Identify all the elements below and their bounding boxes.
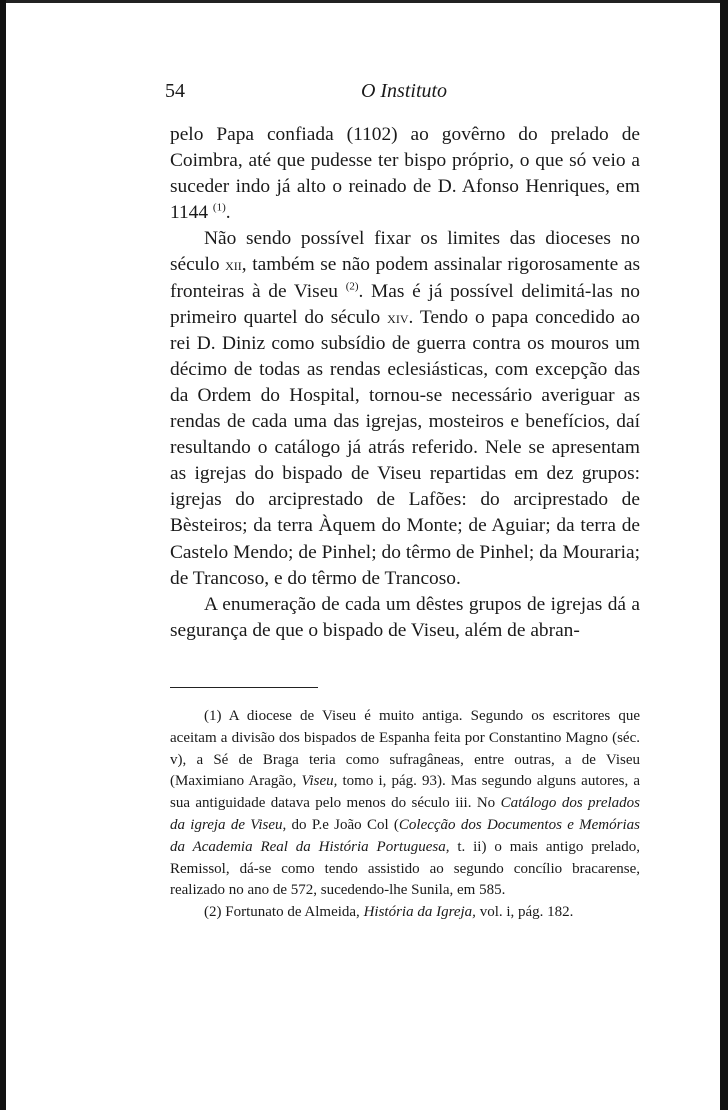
scan-top-edge bbox=[0, 0, 728, 3]
footnote-2-text-b: vol. i, pág. 182. bbox=[475, 904, 574, 921]
paragraph-2-text-b: , também se não podem assinalar rigorosamente as fronteiras à de Viseu bbox=[170, 254, 641, 302]
running-title: O Instituto bbox=[360, 80, 448, 102]
paragraph-2-text-c: . Mas é já possível delimitá-las no primeiro quartel do século bbox=[170, 280, 640, 328]
paragraph-1 bbox=[170, 122, 640, 226]
footnote-1-text-c: do P.e João Col ( bbox=[286, 816, 399, 833]
paragraph-3: A enumeração de cada um dêstes grupos de igrejas dá a segurança de que o bispado de Viseu, além de abran- bbox=[170, 593, 640, 641]
paragraph-2-text-a: Não sendo possível fixar os limites das dioceses no século bbox=[170, 228, 640, 276]
footnote-2-title-historia: História da Igreja, bbox=[363, 904, 476, 921]
footnote-1-title-catalogo: Catálogo dos prelados da igreja de Viseu, bbox=[170, 795, 640, 833]
footnote-1-text-d: t. ii) o mais antigo prelado, Remissol, dá-se como tendo assistido ao segundo concílio bracarense, realizado no ano de 572, sucedendo-lhe Sunila, em 585. bbox=[170, 838, 640, 899]
footnote-1-title-viseu: Viseu, bbox=[301, 773, 338, 790]
scan-right-edge bbox=[720, 0, 728, 1110]
footnote-2 bbox=[170, 902, 640, 924]
footnote-ref-1: (1) bbox=[212, 201, 226, 214]
page-number: 54 bbox=[165, 80, 185, 102]
paragraph-2 bbox=[170, 226, 640, 591]
century-xii: xii bbox=[225, 255, 242, 275]
paragraph-1-text: pelo Papa confiada (1102) ao govêrno do prelado de Coimbra, até que pudesse ter bispo próprio, o que só veio a suceder indo já alto o reinado de D. Afonso Henriques, em 1144 bbox=[170, 124, 640, 224]
footnote-divider bbox=[170, 687, 318, 688]
footnote-1-title-coleccao: Colecção dos Documentos e Memórias da Academia Real da História Portuguesa, bbox=[170, 816, 640, 855]
scan-left-edge bbox=[0, 0, 6, 1110]
footnote-ref-2: (2) bbox=[345, 280, 359, 293]
footnote-1-text-a: (1) A diocese de Viseu é muito antiga. Segundo os escritores que aceitam a divisão dos bispados de Espanha feita por Constantino Magno (séc. v), a Sé de Braga teria como sufragâneas, entre outras, a de Viseu (Maximiano Aragão, bbox=[170, 708, 640, 790]
footnote-1-text-b: tomo i, pág. 93). Mas segundo alguns autores, a sua antiguidade datava pelo menos do século iii. No bbox=[170, 773, 640, 812]
paragraph-1-end: . bbox=[225, 202, 231, 224]
footnote-2-text-a: (2) Fortunato de Almeida, bbox=[204, 904, 364, 921]
footnote-1 bbox=[170, 706, 640, 902]
footnotes bbox=[170, 706, 640, 924]
main-text bbox=[170, 122, 640, 644]
century-xiv: xiv bbox=[387, 307, 409, 327]
page-header bbox=[165, 80, 643, 106]
paragraph-2-text-d: . Tendo o papa concedido ao rei D. Diniz como subsídio de guerra contra os mouros um décimo de todas as rendas eclesiásticas, com excepção das da Ordem do Hospital, tornou-se necessário averiguar as rendas de cada uma das igrejas, mosteiros e benefícios, daí resultando o catálogo já atrás referido. Nele se apresentam as igrejas do bispado de Viseu repartidas em dez grupos: igrejas do arciprestado de Lafões: do arciprestado de Bèsteiros; da terra Àquem do Monte; de Aguiar; da terra de Castelo Mendo; de Pinhel; do têrmo de Pinhel; da Mouraria; de Trancoso, e do têrmo de Trancoso. bbox=[170, 306, 640, 589]
